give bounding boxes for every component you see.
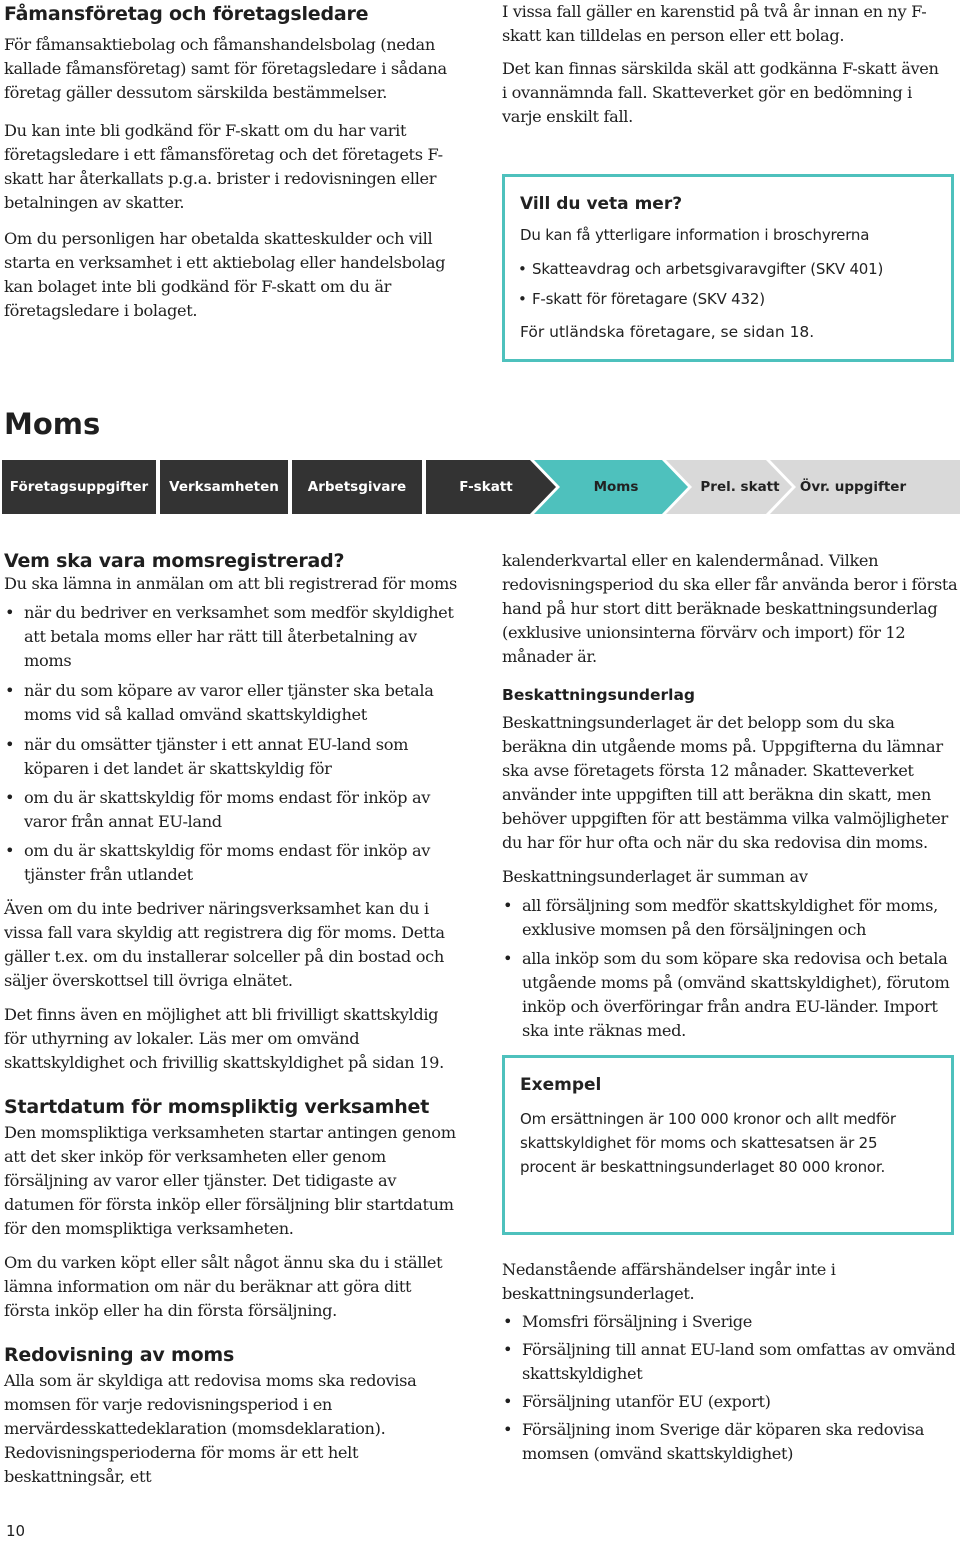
paragraph: För fåmansaktiebolag och fåmanshandelsbolag (nedan kallade fåmansföretag) samt för företagsledare i sådana företag gäller dessutom särskilda bestämmelser.	[4, 35, 447, 102]
section-title: Moms	[4, 407, 101, 441]
heading-redovisning: Redovisning av moms	[4, 1344, 235, 1366]
paragraph: Det kan finnas särskilda skäl att godkänna F-skatt även i ovannämnda fall. Skatteverket gör en bedömning i varje enskilt fall.	[502, 59, 939, 126]
list-item: • Försäljning inom Sverige där köparen ska redovisa momsen (omvänd skattskyldighet)	[502, 1418, 958, 1466]
nav-tab-moms[interactable]: Moms	[593, 479, 639, 495]
bullet: •	[518, 260, 527, 278]
nav-tab-verksamheten[interactable]: Verksamheten	[169, 479, 279, 495]
paragraph: Även om du inte bedriver näringsverksamhet kan du i vissa fall vara skyldig att registrera dig för moms. Detta gäller t.ex. om du installerar solceller på din bostad och säljer överskottsel till övriga elnätet.	[4, 899, 445, 990]
paragraph: Alla som är skyldiga att redovisa moms ska redovisa momsen för varje redovisningsperiod i en mervärdesskattedeklaration (momsdeklaration). Redovisningsperioderna för moms är ett helt beskattningsår, ett	[4, 1371, 417, 1486]
list-item: • alla inköp som du som köpare ska redovisa och betala utgående moms på (omvänd skattskyldighet), förutom inköp och överföringar från andra EU-länder. Import ska inte räknas med.	[502, 947, 958, 1043]
paragraph: I vissa fall gäller en karenstid på två år innan en ny F-skatt kan tilldelas en person eller ett bolag.	[502, 2, 927, 45]
heading-startdatum: Startdatum för momspliktig verksamhet	[4, 1096, 430, 1118]
bullet: •	[518, 290, 527, 308]
list-item: • när du bedriver en verksamhet som medför skyldighet att betala moms eller har rätt till återbetalning av moms	[4, 601, 459, 673]
page-number: 10	[6, 1522, 26, 1540]
list-item: • Försäljning utanför EU (export)	[502, 1390, 958, 1414]
heading-famansforetag: Fåmansföretag och företagsledare	[4, 3, 369, 25]
info-box-intro: Du kan få ytterligare information i broschyrerna	[520, 226, 870, 244]
list-item: • Försäljning till annat EU-land som omfattas av omvänd skattskyldighet	[502, 1338, 958, 1386]
paragraph: Du ska lämna in anmälan om att bli registrerad för moms	[4, 574, 458, 593]
list-item: • när du som köpare av varor eller tjänster ska betala moms vid så kallad omvänd skattskyldighet	[4, 679, 459, 727]
example-text: Om ersättningen är 100 000 kronor och allt medför skattskyldighet för moms och skattesatsen är 25 procent är beskattningsunderlaget 80 000 kronor.	[520, 1110, 896, 1176]
paragraph: Om du personligen har obetalda skatteskulder och vill starta en verksamhet i ett aktiebolag eller handelsbolag kan bolaget inte bli godkänd för F-skatt om du är företagsledare i bolaget.	[4, 229, 446, 320]
nav-tab-f-skatt[interactable]: F-skatt	[459, 479, 513, 495]
heading-beskattningsunderlag: Beskattningsunderlag	[502, 686, 696, 704]
list-item: • all försäljning som medför skattskyldighet för moms, exklusive momsen på den försäljningen och	[502, 894, 958, 942]
info-box-footer: För utländska företagare, se sidan 18.	[520, 323, 815, 341]
bu-list	[502, 894, 958, 1043]
example-title: Exempel	[520, 1075, 602, 1095]
info-box-title: Vill du veta mer?	[520, 194, 683, 214]
paragraph: Beskattningsunderlaget är det belopp som du ska beräkna din utgående moms på. Uppgifterna du lämnar ska avse företagets första 12 månader. Skatteverket använder inte uppgiften till att beräkna din skatt, men behöver uppgiften för att bestämma vilka valmöjligheter du har för hur ofta och när du ska redovisa din moms.	[502, 713, 948, 852]
nav-tab-ovr-uppgifter[interactable]: Övr. uppgifter	[799, 479, 907, 495]
heading-momsregistrerad: Vem ska vara momsregistrerad?	[4, 550, 345, 572]
nav-tab-foretagsuppgifter[interactable]: Företagsuppgifter	[9, 479, 149, 495]
paragraph: Nedanstående affärshändelser ingår inte i beskattningsunderlaget.	[502, 1260, 836, 1303]
nav-tab-prel-skatt[interactable]: Prel. skatt	[700, 479, 780, 495]
top-left-column	[4, 0, 456, 323]
example-box	[502, 1055, 954, 1235]
reg-list	[4, 601, 459, 887]
paragraph: Beskattningsunderlaget är summan av	[502, 867, 808, 886]
info-box: Vill du veta mer? Du kan få ytterligare information i broschyrerna • Skatteavdrag och arbetsgivaravgifter (SKV 401) • F-skatt för företagare (SKV 432) För utländska företagare, se sidan 18.	[502, 174, 954, 362]
paragraph: Den momspliktiga verksamheten startar antingen genom att det sker inköp för verksamheten eller genom försäljning av varor eller tjänster. Det tidigaste av datumen för första inköp eller försäljning blir startdatum för den momspliktiga verksamheten.	[4, 1123, 456, 1238]
right-column	[502, 549, 958, 1043]
list-item: • om du är skattskyldig för moms endast för inköp av tjänster från utlandet	[4, 839, 459, 887]
nav-tab-arbetsgivare[interactable]: Arbetsgivare	[307, 479, 407, 495]
paragraph: Du kan inte bli godkänd för F-skatt om du har varit företagsledare i ett fåmansföretag och det företagets F-skatt har återkallats p.g.a. brister i redovisningen eller betalningen av skatter.	[4, 121, 443, 212]
top-right-column	[502, 0, 942, 129]
paragraph: kalenderkvartal eller en kalendermånad. Vilken redovisningsperiod du ska eller får använda beror i första hand på hur stort ditt beräknade beskattningsunderlag (exklusive unionsinterna förvärv och import) för 12 månader är.	[502, 551, 958, 666]
list-item: • Momsfri försäljning i Sverige	[502, 1310, 958, 1334]
step-navigation	[0, 460, 960, 514]
left-column	[4, 549, 459, 1489]
right-column-lower	[502, 1258, 958, 1466]
paragraph: Om du varken köpt eller sålt något ännu ska du i stället lämna information om när du beräknar att göra ditt första inköp eller ha din första försäljning.	[4, 1253, 443, 1320]
paragraph: Det finns även en möjlighet att bli frivilligt skattskyldig för uthyrning av lokaler. Läs mer om omvänd skattskyldighet och frivillig skattskyldighet på sidan 19.	[4, 1005, 444, 1072]
excluded-list	[502, 1310, 958, 1466]
list-item: • när du omsätter tjänster i ett annat EU-land som köparen i det landet är skattskyldig för	[4, 733, 459, 781]
list-item: • om du är skattskyldig för moms endast för inköp av varor från annat EU-land	[4, 786, 459, 834]
